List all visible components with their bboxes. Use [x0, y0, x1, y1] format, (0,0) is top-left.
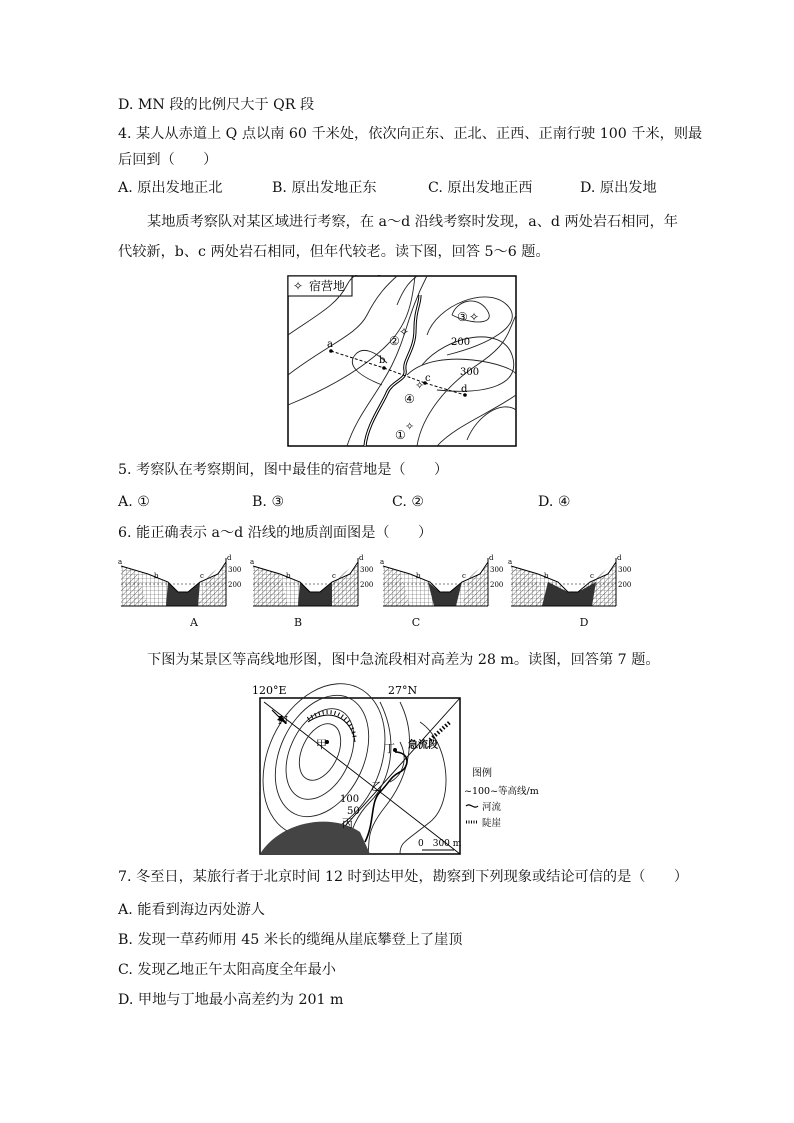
sec-c-c: c: [462, 572, 466, 580]
sec-b-d: d: [359, 554, 364, 562]
section-letter-c: C: [411, 616, 421, 629]
q4-option-a: A. 原出发地正北: [118, 180, 223, 196]
legend-contour: ~100~等高线/m: [464, 786, 539, 797]
sec-a-b: b: [154, 572, 159, 580]
q3-option-d: D. MN 段的比例尺大于 QR 段: [118, 97, 315, 113]
place-ding: 丁: [384, 742, 395, 755]
camp-contour-map: [287, 275, 517, 447]
contour-label-200: 200: [451, 337, 471, 348]
q5-option-a: A. ①: [118, 494, 150, 510]
sec-c-200: 200: [490, 581, 504, 589]
q6-stem: 6. 能正确表示 a～d 沿线的地质剖面图是（ ）: [118, 525, 433, 541]
camp-icon: ✧: [399, 325, 410, 339]
label-b: b: [379, 355, 386, 366]
sec-b-300: 300: [360, 566, 374, 574]
legend-title: 图例: [472, 768, 492, 779]
label-d: d: [461, 384, 468, 395]
q4-stem-line2: 后回到（ ）: [118, 152, 218, 168]
q7-option-c: C. 发现乙地正午太阳高度全年最小: [118, 962, 336, 978]
site-1: ①: [395, 428, 406, 442]
camp-icon: ✧: [469, 310, 480, 324]
scale-label: 0 300 m: [418, 839, 462, 849]
sec-b-200: 200: [360, 581, 374, 589]
camp-legend-icon: ✧: [293, 279, 304, 293]
section-c: [380, 554, 504, 608]
sec-d-200: 200: [618, 581, 632, 589]
camp-legend-label: 宿营地: [309, 279, 346, 293]
site-2: ②: [389, 334, 400, 348]
sec-d-d: d: [617, 554, 622, 562]
sec-a-a: a: [118, 558, 123, 566]
sec-b-b: b: [286, 572, 291, 580]
section-d: [508, 554, 632, 608]
q4-option-c: C. 原出发地正西: [428, 180, 533, 196]
contour-label-300: 300: [460, 367, 480, 378]
q5-option-b: B. ③: [252, 494, 285, 510]
rapid-label: 急流段: [408, 740, 438, 751]
sec-b-a: a: [250, 558, 255, 566]
q5-stem: 5. 考察队在考察期间，图中最佳的宿营地是（ ）: [118, 462, 449, 478]
passage1-line1: 某地质考察队对某区域进行考察，在 a～d 沿线考察时发现，a、d 两处岩石相同，年: [147, 214, 678, 230]
label-a: a: [327, 339, 333, 350]
sec-c-a: a: [380, 558, 385, 566]
sec-b-c: c: [332, 572, 336, 580]
q4-option-b: B. 原出发地正东: [272, 180, 377, 196]
sec-c-b: b: [416, 572, 421, 580]
sec-d-b: b: [544, 572, 549, 580]
camp-icon: ✧: [405, 420, 415, 433]
q5-option-d: D. ④: [538, 494, 571, 510]
sec-c-d: d: [489, 554, 494, 562]
legend-river: 河流: [482, 802, 502, 813]
scenic-contour-map: [250, 682, 550, 858]
section-b: [250, 554, 374, 608]
place-yi: 乙: [371, 780, 382, 793]
passage2-line1: 下图为某景区等高线地形图，图中急流段相对高差为 28 m。读图，回答第 7 题。: [147, 652, 660, 668]
site-3: ③: [457, 310, 468, 324]
lon-label: 120°E: [252, 684, 287, 697]
place-bing: 丙: [342, 817, 353, 830]
passage1-line2: 代较新，b、c 两处岩石相同，但年代较老。读下图，回答 5～6 题。: [118, 244, 550, 260]
lat-label: 27°N: [388, 684, 418, 697]
sec-a-c: c: [200, 572, 204, 580]
section-a: [118, 554, 242, 608]
north-arrow-label: N: [278, 714, 289, 727]
legend-cliff: 陡崖: [482, 818, 502, 829]
sec-a-300: 300: [228, 566, 242, 574]
section-letter-a: A: [190, 616, 198, 629]
sec-a-d: d: [227, 554, 232, 562]
sec-a-200: 200: [228, 581, 242, 589]
q5-option-c: C. ②: [392, 494, 425, 510]
site-4: ④: [404, 392, 415, 406]
q4-stem-line1: 4. 某人从赤道上 Q 点以南 60 千米处，依次向正东、正北、正西、正南行驶 100 千米，则最: [118, 126, 703, 142]
camp-icon: ✧: [415, 379, 425, 392]
sec-d-300: 300: [618, 566, 632, 574]
place-jia: 甲: [316, 738, 327, 751]
section-letter-b: B: [293, 616, 303, 629]
river-legend-icon: [466, 805, 478, 807]
q7-option-a: A. 能看到海边丙处游人: [118, 902, 265, 918]
point-b: [382, 366, 386, 370]
q7-option-b: B. 发现一草药师用 45 米长的缆绳从崖底攀登上了崖顶: [118, 932, 463, 948]
contour-label-50: 50: [347, 806, 360, 817]
q7-option-d: D. 甲地与丁地最小高差约为 201 m: [118, 992, 344, 1008]
sec-c-300: 300: [490, 566, 504, 574]
contour-label-100: 100: [340, 794, 360, 805]
sec-d-a: a: [508, 558, 513, 566]
label-c: c: [425, 373, 431, 384]
sec-d-c: c: [590, 572, 594, 580]
q4-option-d: D. 原出发地: [580, 180, 657, 196]
section-letter-d: D: [579, 616, 589, 629]
q7-stem: 7. 冬至日，某旅行者于北京时间 12 时到达甲处，勘察到下列现象或结论可信的是（ ）: [118, 869, 689, 885]
